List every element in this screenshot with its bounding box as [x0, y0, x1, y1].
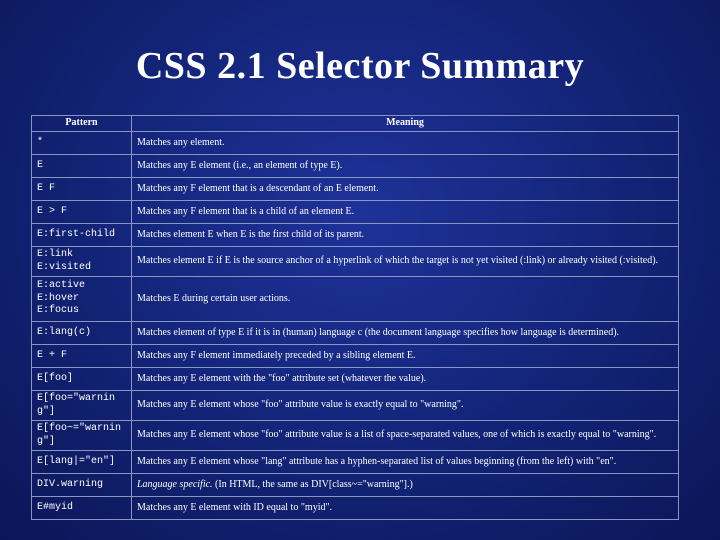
- pattern-cell: E:lang(c): [32, 322, 132, 345]
- meaning-cell: [132, 421, 679, 451]
- meaning-cell: [132, 474, 679, 497]
- table-row: [32, 391, 679, 421]
- meaning-cell: Matches any E element with ID equal to "myid".: [132, 497, 679, 520]
- table-row: [32, 421, 679, 451]
- pattern-cell: E:active E:hover E:focus: [32, 277, 132, 322]
- table-row: [32, 201, 679, 224]
- table-row: [32, 474, 679, 497]
- meaning-cell: Matches any E element with the "foo" attribute set (whatever the value).: [132, 368, 679, 391]
- meaning-cell: Matches any F element that is a child of an element E.: [132, 201, 679, 224]
- table-row: [32, 497, 679, 520]
- meaning-prefix: Language specific.: [137, 478, 213, 490]
- meaning-cell: Matches any E element (i.e., an element of type E).: [132, 155, 679, 178]
- pattern-cell: E[foo="warning"]: [32, 391, 132, 421]
- meaning-cell: Matches element of type E if it is in (human) language c (the document language specifies how language is determined).: [132, 322, 679, 345]
- table-row: [32, 451, 679, 474]
- pattern-cell: E:link E:visited: [32, 247, 132, 277]
- meaning-text: Matches element E if E is the source anchor of a hyperlink of which the target is not yet visited (:link) or already visited (:visited).: [137, 255, 659, 267]
- table-row: [32, 368, 679, 391]
- meaning-text: Matches any E element whose "foo" attribute value is a list of space-separated values, one of which is exactly equal to "warning".: [137, 429, 657, 441]
- table-row: [32, 178, 679, 201]
- table-row: [32, 345, 679, 368]
- pattern-cell: DIV.warning: [32, 474, 132, 497]
- meaning-cell: Matches any E element whose "foo" attribute value is exactly equal to "warning".: [132, 391, 679, 421]
- pattern-cell: E[lang|="en"]: [32, 451, 132, 474]
- pattern-cell: E#myid: [32, 497, 132, 520]
- pattern-cell: E F: [32, 178, 132, 201]
- table-row: [32, 155, 679, 178]
- table-header-row: [32, 116, 679, 132]
- table-row: [32, 277, 679, 322]
- slide-title: CSS 2.1 Selector Summary: [135, 45, 585, 87]
- table-row: [32, 322, 679, 345]
- meaning-cell: Matches E during certain user actions.: [132, 277, 679, 322]
- table-row: [32, 247, 679, 277]
- pattern-cell: E + F: [32, 345, 132, 368]
- meaning-cell: Matches any element.: [132, 132, 679, 155]
- column-header-meaning: Meaning: [132, 116, 679, 132]
- table-row: [32, 132, 679, 155]
- meaning-cell: [132, 247, 679, 277]
- meaning-cell: Matches any F element immediately preceded by a sibling element E.: [132, 345, 679, 368]
- pattern-cell: E: [32, 155, 132, 178]
- pattern-cell: *: [32, 132, 132, 155]
- selector-summary-table: [31, 115, 679, 520]
- column-header-pattern: Pattern: [32, 116, 132, 132]
- meaning-cell: Matches any F element that is a descendant of an E element.: [132, 178, 679, 201]
- pattern-cell: E[foo]: [32, 368, 132, 391]
- meaning-cell: Matches any E element whose "lang" attribute has a hyphen-separated list of values beginning (from the left) with "en".: [132, 451, 679, 474]
- pattern-cell: E:first-child: [32, 224, 132, 247]
- meaning-text: (In HTML, the same as DIV[class~="warning"].): [212, 478, 413, 490]
- table-row: [32, 224, 679, 247]
- meaning-cell: Matches element E when E is the first child of its parent.: [132, 224, 679, 247]
- pattern-cell: E > F: [32, 201, 132, 224]
- pattern-cell: E[foo~="warning"]: [32, 421, 132, 451]
